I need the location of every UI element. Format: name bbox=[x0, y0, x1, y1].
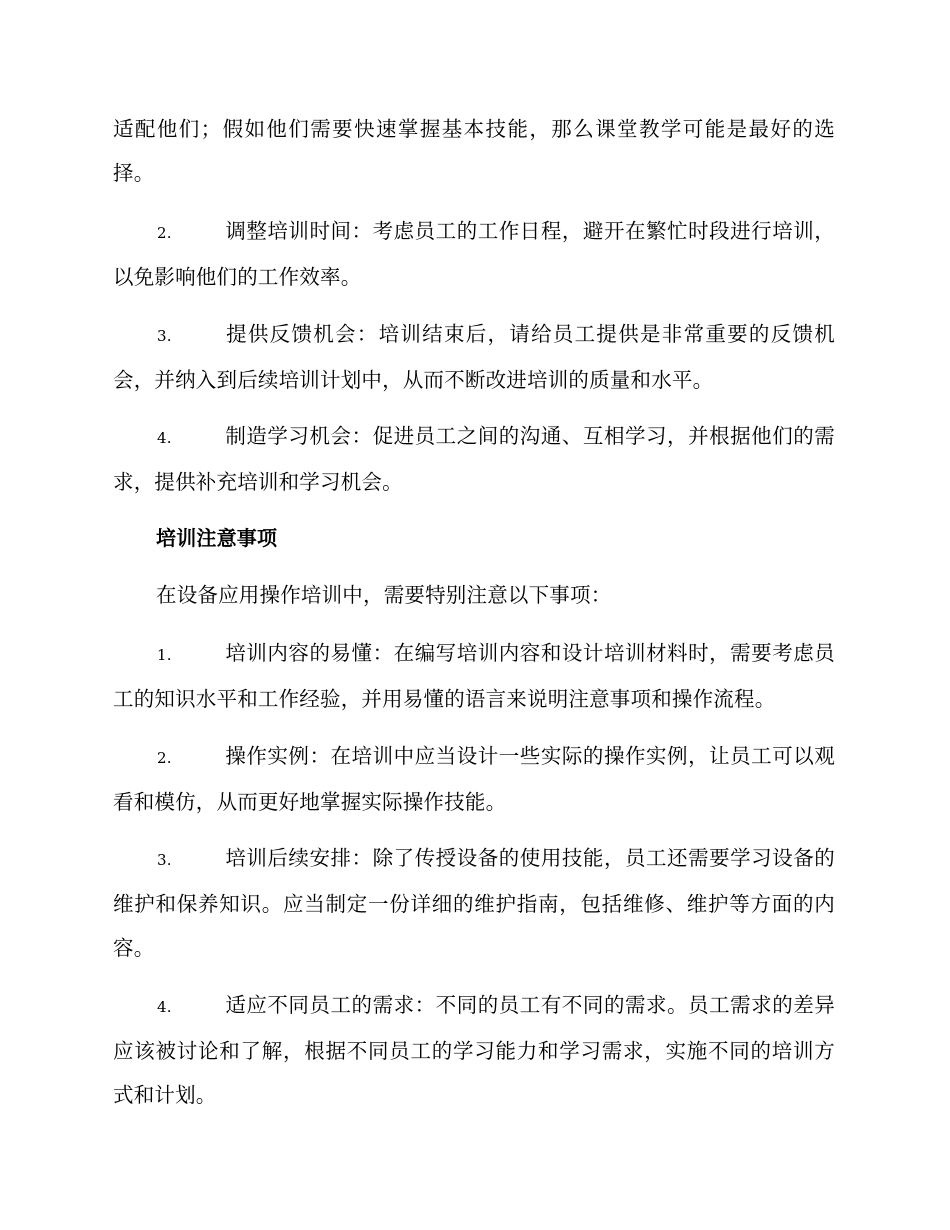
list-item bbox=[113, 983, 835, 1117]
list-item-text: 提供反馈机会：培训结束后，请给员工提供是非常重要的反馈机会，并纳入到后续培训计划中，从而不断改进培训的质量和水平。 bbox=[113, 322, 835, 392]
list-number: 3. bbox=[157, 851, 172, 869]
list-item bbox=[113, 209, 835, 299]
list-item bbox=[113, 414, 835, 504]
list-item-text: 操作实例：在培训中应当设计一些实际的操作实例，让员工可以观看和模仿，从而更好地掌握实际操作技能。 bbox=[113, 744, 835, 814]
list-number: 3. bbox=[157, 327, 172, 345]
list-number: 4. bbox=[157, 998, 172, 1016]
list-number: 2. bbox=[157, 749, 172, 767]
list-item-text: 调整培训时间：考虑员工的工作日程，避开在繁忙时段进行培训，以免影响他们的工作效率。 bbox=[113, 219, 835, 289]
list-item-text: 制造学习机会：促进员工之间的沟通、互相学习，并根据他们的需求，提供补充培训和学习机会。 bbox=[113, 424, 835, 494]
list-item bbox=[113, 312, 835, 402]
list-item bbox=[113, 631, 835, 721]
section-intro: 在设备应用操作培训中，需要特别注意以下事项： bbox=[156, 583, 612, 607]
list-item-text: 培训后续安排：除了传授设备的使用技能，员工还需要学习设备的维护和保养知识。应当制定一份详细的维护指南，包括维修、维护等方面的内容。 bbox=[113, 846, 835, 960]
section-heading: 培训注意事项 bbox=[156, 526, 278, 550]
list-item-text: 培训内容的易懂：在编写培训内容和设计培训材料时，需要考虑员工的知识水平和工作经验，并用易懂的语言来说明注意事项和操作流程。 bbox=[113, 641, 835, 711]
list-number: 1. bbox=[157, 646, 172, 664]
list-number: 4. bbox=[157, 429, 172, 447]
continuation-text: 适配他们；假如他们需要快速掌握基本技能，那么课堂教学可能是最好的选择。 bbox=[113, 117, 835, 185]
continuation-paragraph bbox=[113, 107, 835, 195]
list-item-text: 适应不同员工的需求：不同的员工有不同的需求。员工需求的差异应该被讨论和了解，根据不同员工的学习能力和学习需求，实施不同的培训方式和计划。 bbox=[113, 993, 835, 1107]
list-item bbox=[113, 836, 835, 970]
list-number: 2. bbox=[157, 224, 172, 242]
list-item bbox=[113, 734, 835, 824]
